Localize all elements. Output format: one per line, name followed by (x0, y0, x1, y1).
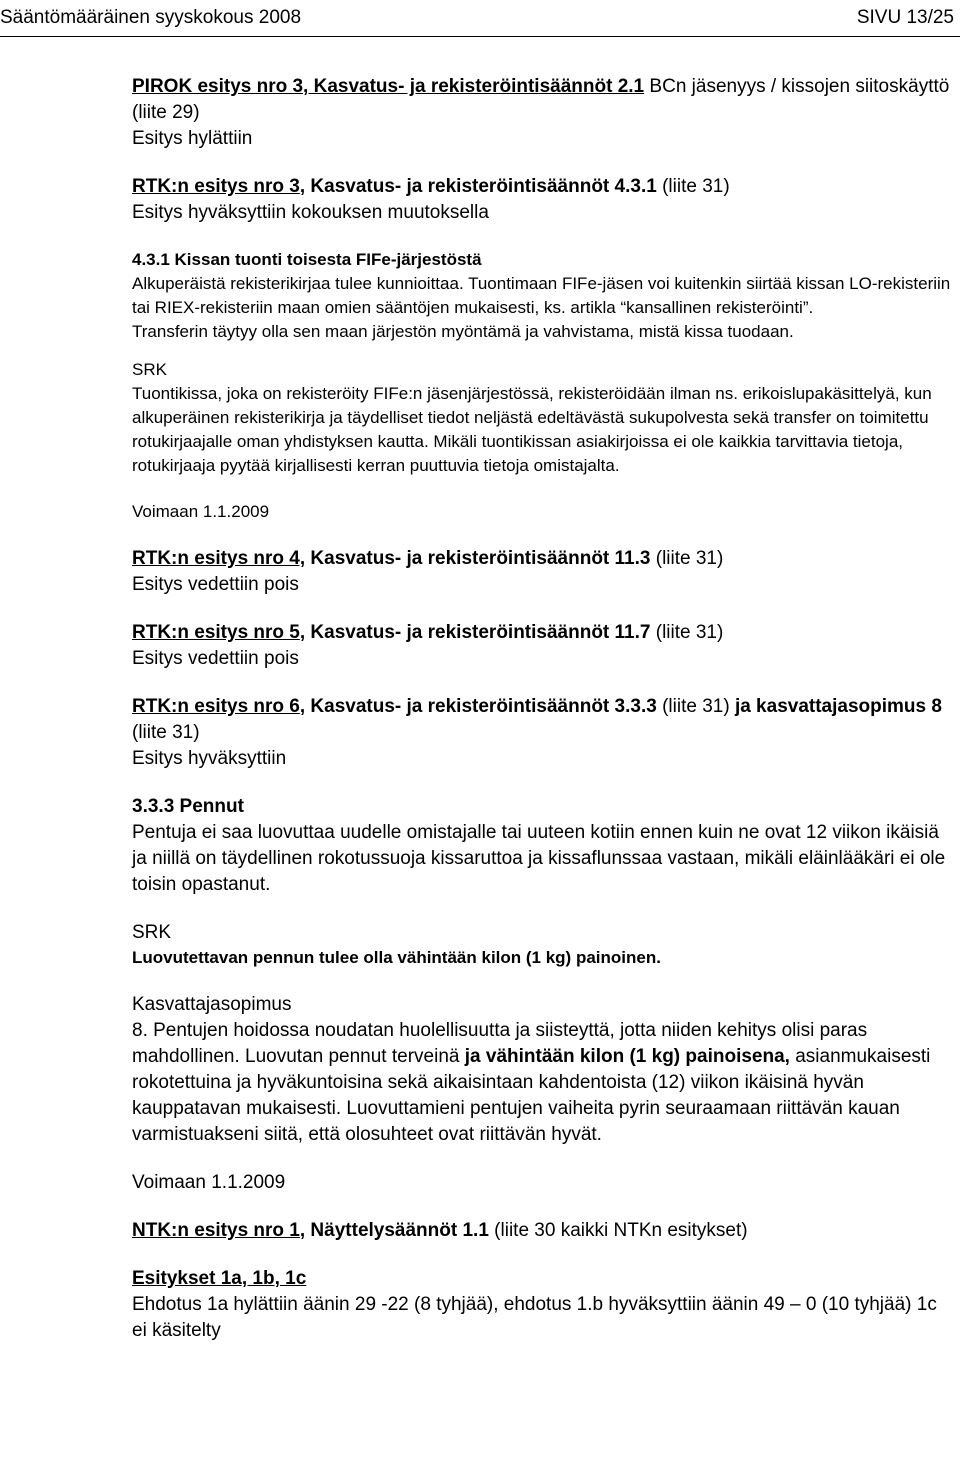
rule-text: Alkuperäistä rekisterikirjaa tulee kunnioittaa. Tuontimaan FIFe-jäsen voi kuitenkin siirtää kissan LO-rekisteriin tai RIEX-rekisteriin maan omien sääntöjen mukaisesti, ks. artikla “kansallinen rekisteröinti”. (132, 274, 951, 317)
srk-label: SRK (132, 922, 172, 943)
proposal-attachment: (liite 31) (656, 696, 735, 717)
effective-date: Voimaan 1.1.2009 (132, 502, 270, 521)
effective-date: Voimaan 1.1.2009 (132, 1172, 286, 1193)
proposal-ref: RTK:n esitys nro 6 (132, 696, 300, 717)
rule-heading: 4.3.1 Kissan tuonti toisesta FIFe-järjestöstä (132, 250, 482, 269)
proposal-ref: RTK:n esitys nro 5 (132, 622, 300, 643)
proposal-ref: RTK:n esitys nro 3 (132, 176, 300, 197)
decision: Esitys vedettiin pois (132, 574, 299, 595)
contract-text-emphasis: ja vähintään kilon (1 kg) painoisena, (464, 1046, 790, 1067)
proposal-attachment: (liite 31) (650, 622, 724, 643)
proposal-pirok-3 (132, 74, 954, 126)
rule-text: Pentuja ei saa luovuttaa uudelle omistajalle tai uuteen kotiin ennen kuin ne ovat 12 viikon ikäisiä ja niillä on täydellinen rokotussuoja kissaruttoa ja kissaflunssaa vastaan, mikäli eläinlääkäri ei ole toisin opastanut. (132, 822, 946, 895)
decision: Esitys hylättiin (132, 128, 253, 149)
decision: Esitys vedettiin pois (132, 648, 299, 669)
srk-text: Luovutettavan pennun tulee olla vähintään kilon (1 kg) painoinen. (132, 948, 661, 967)
page-header (0, 4, 960, 32)
document-title: Sääntömääräinen syyskokous 2008 (0, 7, 302, 28)
srk-label: SRK (132, 360, 167, 379)
decision: Esitys hyväksyttiin kokouksen muutoksella (132, 202, 489, 223)
votes-result: Ehdotus 1a hylättiin äänin 29 -22 (8 tyhjää), ehdotus 1.b hyväksyttiin äänin 49 – 0 (10 tyhjää) 1c ei käsitelty (132, 1294, 937, 1341)
decision: Esitys hyväksyttiin (132, 748, 287, 769)
proposal-rtk-3 (132, 174, 954, 200)
srk-text: Tuontikissa, joka on rekisteröity FIFe:n jäsenjärjestössä, rekisteröidään ilman ns. erikoislupakäsittelyä, kun alkuperäinen rekisterikirja ja täydelliset tiedot neljästä edeltävästä sukupolvesta sekä transfer on toimitettu rotukirjaajalle oman yhdistyksen kautta. Mikäli tuontikissan asiakirjoissa ei ole kaikkia tarvittavia tietoja, rotukirjaaja pyytää kirjallisesti kerran puuttuvia tietoja omistajalta. (132, 384, 932, 475)
proposal-rtk-4 (132, 546, 954, 572)
contract-text-part: asianmukaisesti rokotettuina ja hyväkuntoisina sekä aikaisintaan kahdentoista (12) viikon ikäisinä hyvän kauppatavan mukaisesti. Luovuttamieni pentujen vaiheita pyrin seuraamaan riittävän kauan varmistuakseni siitä, että olosuhteet ovat riittävän hyvät. (132, 1046, 931, 1145)
proposal-rule: , Kasvatus- ja rekisteröintisäännöt 4.3.1 (299, 176, 657, 197)
proposal-rule: , Kasvatus- ja rekisteröintisäännöt 11.7 (299, 622, 651, 643)
rule-text: Transferin täytyy olla sen maan järjestön myöntämä ja vahvistama, mistä kissa tuodaan. (132, 322, 794, 341)
votes-heading: Esitykset 1a, 1b, 1c (132, 1268, 307, 1289)
proposal-ref: NTK:n esitys nro 1 (132, 1220, 300, 1241)
proposal-attachment: (liite 30 kaikki NTKn esitykset) (488, 1220, 748, 1241)
proposal-attachment: (liite 31) (650, 548, 724, 569)
contract-heading: Kasvattajasopimus (132, 994, 292, 1015)
contract-text (132, 1018, 954, 1148)
proposal-attachment: (liite 31) (656, 176, 730, 197)
header-divider (0, 36, 960, 37)
proposal-rule: Kasvatus- ja rekisteröintisäännöt 11.3 (305, 548, 651, 569)
proposal-rule: ja kasvattajasopimus 8 (734, 696, 942, 717)
proposal-ntk-1 (132, 1218, 954, 1244)
proposal-subject: BCn jäsenyys / kissojen siitoskäyttö (liite 29) (132, 76, 950, 123)
proposal-title: PIROK esitys nro 3, Kasvatus- ja rekisteröintisäännöt 2.1 (132, 76, 645, 97)
proposal-attachment: (liite 31) (132, 722, 200, 743)
rule-heading: 3.3.3 Pennut (132, 796, 244, 817)
proposal-rtk-5 (132, 620, 954, 646)
proposal-rtk-6 (132, 694, 954, 746)
contract-text-part: 8. Pentujen hoidossa noudatan huolellisuutta ja siisteyttä, jotta niiden kehitys olisi paras mahdollinen. Luovutan pennut terveinä (132, 1020, 868, 1067)
document-body (132, 74, 954, 1344)
page-number: SIVU 13/25 (856, 7, 954, 28)
proposal-rule: , Näyttelysäännöt 1.1 (299, 1220, 489, 1241)
proposal-rule: , Kasvatus- ja rekisteröintisäännöt 3.3.3 (299, 696, 657, 717)
proposal-ref: RTK:n esitys nro 4, (132, 548, 306, 569)
